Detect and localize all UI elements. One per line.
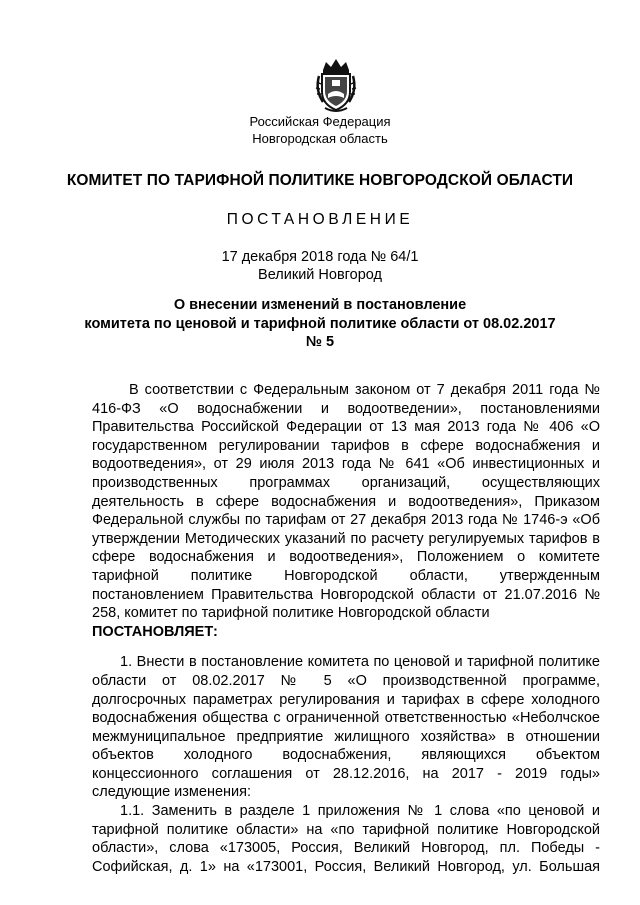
country-name: Российская Федерация [249, 114, 391, 129]
subject-line-1: О внесении изменений в постановление [173, 297, 467, 313]
item-1-1-paragraph: 1.1. Заменить в разделе 1 приложения № 1 слова «по ценовой и тарифной политике области» на «по тарифной политике Новгородской области», слова «173005, Россия, Великий Новгород, пл. Победы - Софийская, д. 1» на «173001, Россия, Великий Новгород, ул. Большая [92, 803, 600, 875]
subject-line-3: № 5 [305, 334, 335, 350]
coat-of-arms-icon [313, 56, 359, 114]
decree-keyword: ПОСТАНОВЛЯЕТ: [92, 623, 218, 640]
item-1-paragraph: 1. Внести в постановление комитета по ценовой и тарифной политике области от 08.02.2017 № 5 «О производственной программе, долгосрочных параметрах регулирования и тарифах в сфере холодного водоснабжения общества с ограниченной ответственностью «Неболчское межмуниципальное предприятие жилищного хозяйства» в отношении объектов холодного водоснабжения, являющихся объектом концессионного соглашения от 28.12.2016, на 2017 - 2019 годы» следующие изменения: [92, 654, 600, 801]
subject-line-2: комитета по ценовой и тарифной политике области от 08.02.2017 [84, 316, 556, 332]
region-name: Новгородская область [252, 131, 388, 146]
committee-title: КОМИТЕТ ПО ТАРИФНОЙ ПОЛИТИКЕ НОВГОРОДСКОЙ ОБЛАСТИ [66, 172, 574, 189]
document-body [92, 381, 600, 876]
date-number: 17 декабря 2018 года № 64/1 [221, 249, 419, 265]
city: Великий Новгород [258, 267, 382, 283]
document-type: ПОСТАНОВЛЕНИЕ [226, 211, 414, 228]
preamble-paragraph: В соответствии с Федеральным законом от 7 декабря 2011 года № 416-ФЗ «О водоснабжении и водоотведении», постановлениями Правительства Российской Федерации от 13 мая 2013 года № 406 «О государственном регулировании тарифов в сфере водоснабжения и водоотведения», от 29 июля 2013 года № 641 «Об инвестиционных и производственных программах организаций, осуществляющих деятельность в сфере водоснабжения и водоотведения», Приказом Федеральной службы по тарифам от 27 декабря 2013 года № 1746-э «Об утверждении Методических указаний по расчету регулируемых тарифов в сфере водоснабжения и водоотведения», Положением о комитете тарифной политике Новгородской области, утвержденным постановлением Правительства Новгородской области от 21.07.2016 № 258, комитет по тарифной политике Новгородской области [92, 382, 600, 622]
